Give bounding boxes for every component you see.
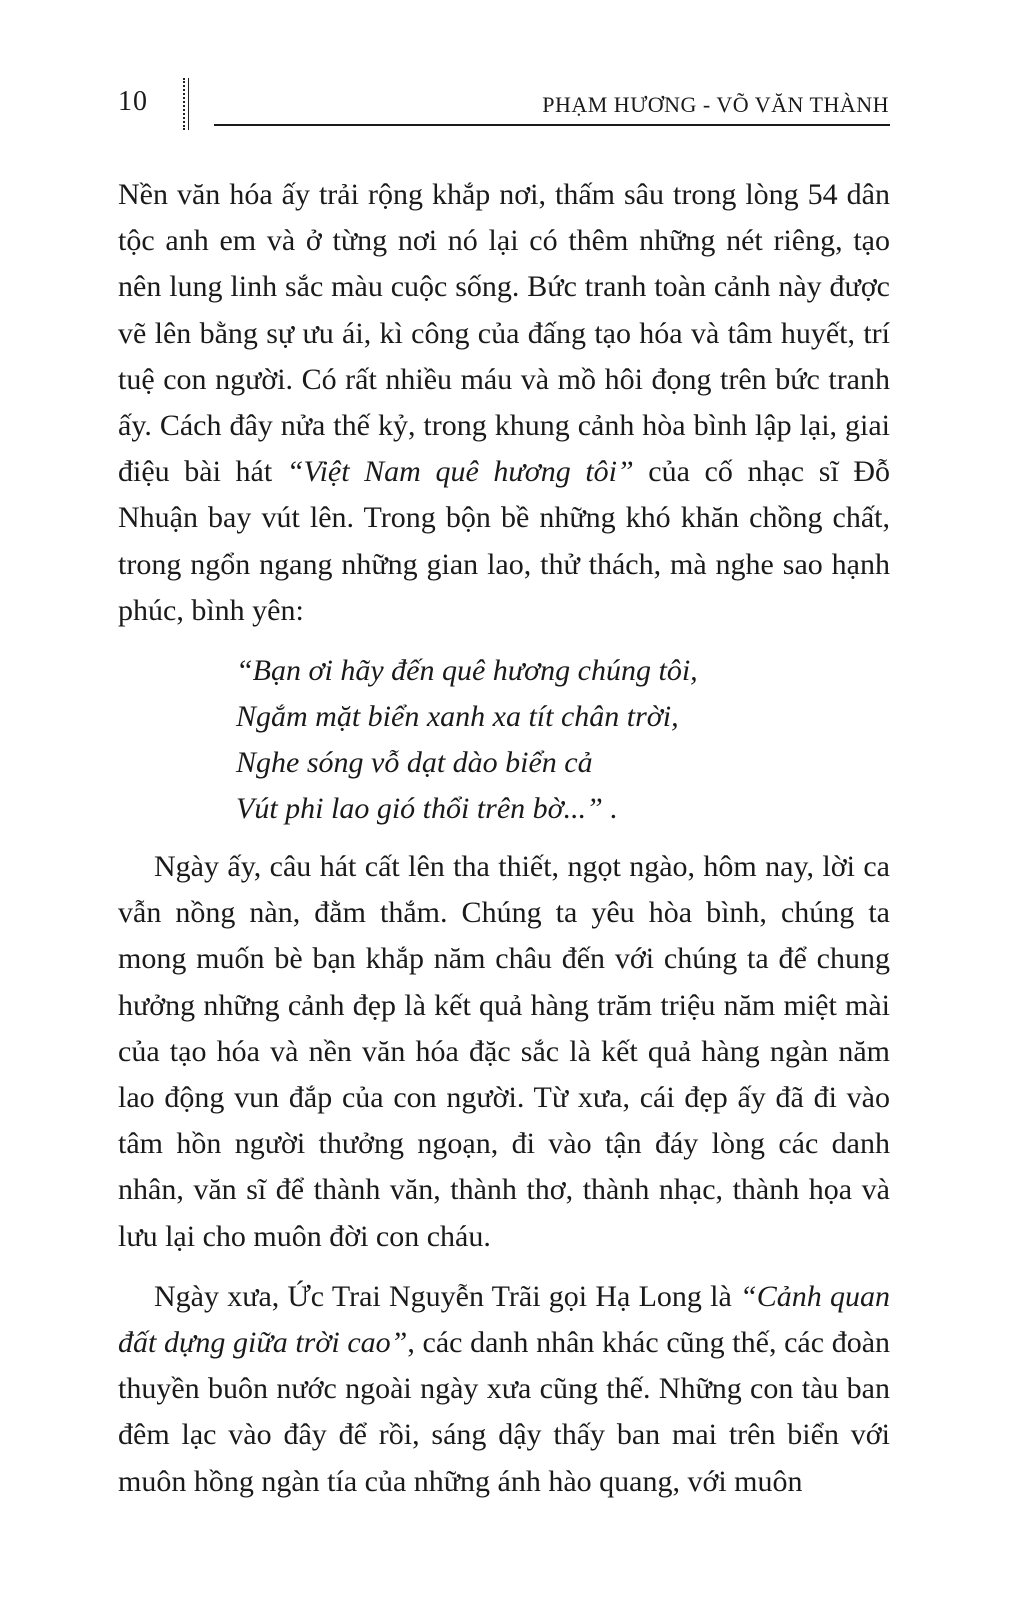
paragraph-3 — [118, 1274, 890, 1505]
verse-line-2: Ngắm mặt biển xanh xa tít chân trời, — [236, 700, 679, 734]
paragraph-1-text: Nền văn hóa ấy trải rộng khắp nơi, thấm sâu trong lòng 54 dân tộc anh em và ở từng nơi nó lại có thêm những nét riêng, tạo nên lung linh sắc màu cuộc sống. Bức tranh toàn cảnh này được vẽ lên bằng sự ưu ái, kì công của đấng tạo hóa và tâm huyết, trí tuệ con người. Có rất nhiều máu và mồ hôi đọng trên bức tranh ấy. Cách đây nửa thế kỷ, trong khung cảnh hòa bình lập lại, giai điệu bài hát — [118, 178, 890, 489]
song-title: “Việt Nam quê hương tôi” — [286, 455, 634, 489]
paragraph-1 — [118, 172, 890, 634]
running-head: PHẠM HƯƠNG - VÕ VĂN THÀNH — [542, 92, 889, 117]
header-rule — [214, 124, 890, 126]
paragraph-gap — [118, 1260, 890, 1274]
quote-title: “Cảnh quan đất dựng giữa trời cao” — [118, 1279, 890, 1360]
body-text — [118, 172, 890, 1505]
paragraph-2: Ngày ấy, câu hát cất lên tha thiết, ngọt ngào, hôm nay, lời ca vẫn nồng nàn, đằm thắm. Chúng ta yêu hòa bình, chúng ta mong muốn bè bạn khắp năm châu đến với chúng ta để chung hưởng những cảnh đẹp là kết quả hàng trăm triệu năm miệt mài của tạo hóa và nền văn hóa đặc sắc là kết quả hàng ngàn năm lao động vun đắp của con người. Từ xưa, cái đẹp ấy đã đi vào tâm hồn người thưởng ngoạn, đi vào tận đáy lòng các danh nhân, văn sĩ để thành văn, thành thơ, thành nhạc, thành họa và lưu lại cho muôn đời con cháu. — [118, 850, 890, 1253]
paragraph-3-text: Ngày xưa, Ức Trai Nguyễn Trãi gọi Hạ Long là — [154, 1279, 741, 1313]
verse-block — [118, 648, 890, 832]
verse-line-4: Vút phi lao gió thổi trên bờ...” . — [236, 792, 618, 826]
verse-line-3: Nghe sóng vỗ dạt dào biển cả — [236, 746, 593, 780]
paragraph-3-end: , các danh nhân khác cũng thế, các đoàn thuyền buôn nước ngoài ngày xưa cũng thế. Những con tàu ban đêm lạc vào đây để rồi, sáng dậy thấy ban mai trên biển với muôn hồng ngàn tía của những ánh hào quang, với muôn — [118, 1326, 891, 1498]
verse-line-1: “Bạn ơi hãy đến quê hương chúng tôi, — [236, 654, 698, 688]
paragraph-1-end: của cố nhạc sĩ Đỗ Nhuận bay vút lên. Trong bộn bề những khó khăn chồng chất, trong ngổn ngang những gian lao, thử thách, mà nghe sao hạnh phúc, bình yên: — [118, 455, 890, 627]
header-vertical-rule — [183, 78, 185, 130]
page-number: 10 — [118, 86, 148, 117]
